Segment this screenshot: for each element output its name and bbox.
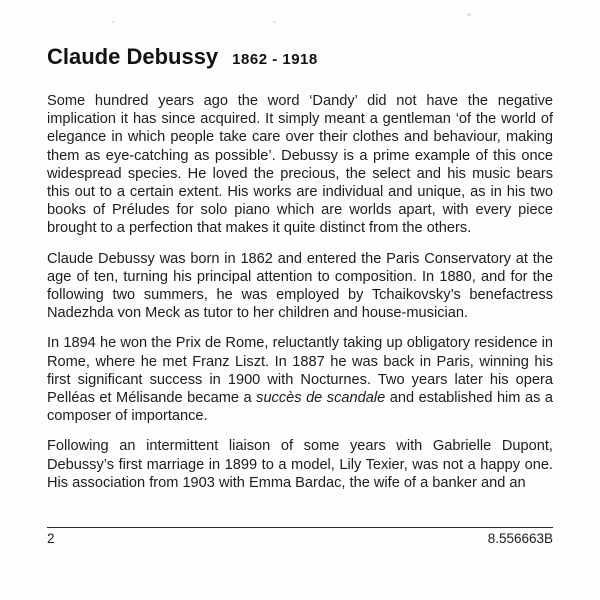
- text-segment: Some hundred years ago the word ‘Dandy’ did not have the negative implication it has since acquired. It simply meant a gentleman ‘of the world of elegance in which people take care over their clothes and behaviour, making them as eye-catching as possible’. Debussy is a prime example of this once widespread species. He loved the precious, the select and his music bears this out to a certain extent. His works are individual and unique, as in his two books of Préludes for solo piano which are worlds apart, with every piece brought to a perfection that makes it quite distinct from the others.: [47, 93, 553, 237]
- scan-speck: [112, 21, 115, 23]
- scan-speck: [467, 13, 471, 16]
- page-footer: [47, 527, 553, 546]
- italic-phrase: succès de scandale: [256, 390, 386, 407]
- page-header: [47, 44, 553, 70]
- text-segment: Claude Debussy was born in 1862 and entered the Paris Conservatory at the age of ten, turning his principal attention to composition. In 1880, and for the following two summers, he was employed by Tchaikovsky’s benefactress Nadezhda von Meck as tutor to her children and house-musician.: [47, 250, 553, 322]
- paragraph: [47, 334, 553, 425]
- text-segment: and established him as a composer of importance.: [47, 390, 553, 425]
- text-segment: In 1894 he won the Prix de Rome, reluctantly taking up obligatory residence in Rome, where he met Franz Liszt. In 1887 he was back in Paris, winning his first significant success in 1900 with Nocturnes. Two years later his opera Pelléas et Mélisande became a: [47, 335, 553, 407]
- page-content: [47, 44, 553, 504]
- paragraph: [47, 92, 553, 238]
- paragraph: [47, 250, 553, 323]
- page-number: 2: [47, 531, 55, 546]
- catalog-number: 8.556663B: [487, 531, 553, 546]
- composer-dates: 1862 - 1918: [232, 51, 318, 68]
- scan-speck: [273, 21, 276, 23]
- page-title: Claude Debussy: [47, 44, 219, 69]
- body-text: [47, 92, 553, 492]
- paragraph: [47, 437, 553, 492]
- text-segment: Following an intermittent liaison of some years with Gabrielle Dupont, Debussy’s first marriage in 1899 to a model, Lily Texier, was not a happy one. His association from 1903 with Emma Bardac, the wife of a banker and an: [47, 438, 553, 491]
- footer-row: [47, 528, 553, 546]
